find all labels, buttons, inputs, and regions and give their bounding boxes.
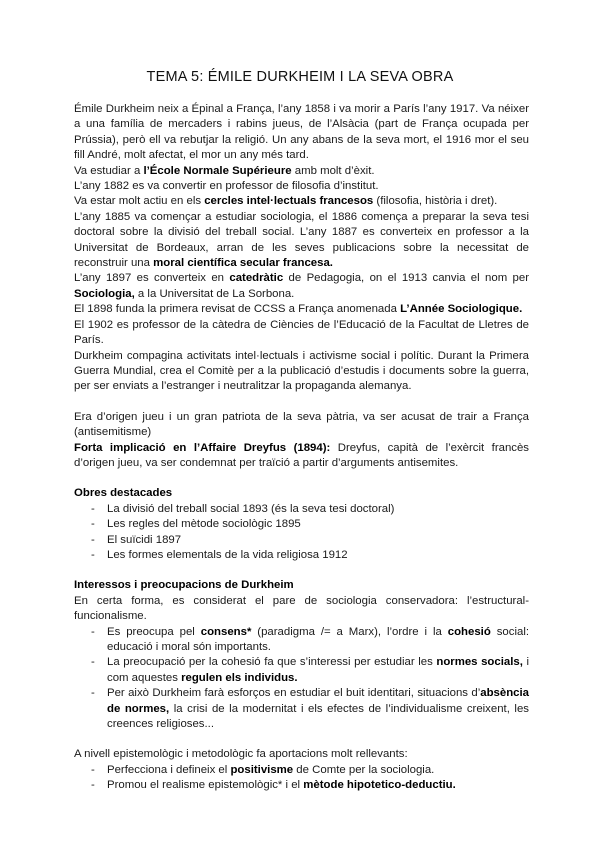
bio-paragraph-birth: Émile Durkheim neix a Épinal a França, l’any 1858 i va morir a París l’any 1917. Va néixer a una família de mercaders i rabins jueus, de l’Alsàcia (part de França ocupada per Prússia), però ell va rebutjar la religió. Un any abans de la seva mort, el 1916 mor el seu fill André, molt afectat, el mor un any més tard. <box>74 103 529 162</box>
page-title: TEMA 5: ÉMILE DURKHEIM I LA SEVA OBRA <box>146 69 454 85</box>
list-item: - Es preocupa pel consens* (paradigma /= a Marx), l’ordre i la cohesió social: educació i moral són importants. <box>74 625 529 656</box>
bio-paragraph-education: Va estudiar a l’École Normale Supérieure amb molt d’èxit. <box>74 164 375 177</box>
dreyfus-paragraph: Forta implicació en l’Affaire Dreyfus (1894): Dreyfus, capità de l’exèrcit francès d’origen jueu, va ser condemnat per traïció a partir d’arguments antisemites. <box>74 441 530 469</box>
episteme-intro: A nivell epistemològic i metodològic fa aportacions molt rellevants: <box>74 748 408 761</box>
list-item: - Per això Durkheim farà esforços en estudiar el buit identitari, situacions d’absència de normes, la crisi de la modernitat i els efectes de l’individualisme creixent, les creences religioses... <box>74 686 529 732</box>
works-list <box>74 502 529 564</box>
bio-paragraph-1902: El 1902 es professor de la càtedra de Ciències de l’Educació de la Facultat de Lletres de París. <box>74 318 529 347</box>
bio-paragraph-1885: L’any 1885 va començar a estudiar sociologia, el 1886 comença a preparar la seva tesi doctoral sobre la divisió del treball social. L’any 1887 es converteix en professor a la Universitat de Bordeaux, arran de les seves publicacions sobre la necessitat de reconstruir una moral científica secular francesa. <box>74 210 529 270</box>
list-item: - Les regles del mètode sociològic 1895 <box>74 517 529 532</box>
bio-paragraph-1882: L’any 1882 es va convertir en professor de filosofia d’institut. <box>74 180 379 193</box>
bio-paragraph-1897: L’any 1897 es converteix en catedràtic de Pedagogia, on el 1913 canvia el nom per Sociologia, a la Universitat de La Sorbona. <box>74 272 530 300</box>
episteme-list <box>74 763 529 794</box>
list-item: - Perfecciona i defineix el positivisme de Comte per la sociologia. <box>74 763 529 778</box>
bio-paragraph-circles: Va estar molt actiu en els cercles intel·lectuals francesos (filosofia, història i dret). <box>74 195 498 208</box>
interests-heading: Interessos i preocupacions de Durkheim <box>74 579 294 592</box>
list-item: - El suïcidi 1897 <box>74 533 529 548</box>
bio-paragraph-activism: Durkheim compagina activitats intel·lectuals i activisme social i polític. Durant la Primera Guerra Mundial, crea el Comitè per a la publicació d’estudis i documents sobre la guerra, per ser enviats a l’estranger i neutralitzar la propaganda alemanya. <box>74 349 529 393</box>
ens-name: l’École Normale Supérieure <box>143 164 292 177</box>
bio-paragraph-1898: El 1898 funda la primera revisat de CCSS a França anomenada L’Année Sociologique. <box>74 303 523 316</box>
interests-list <box>74 625 529 733</box>
interests-intro: En certa forma, es considerat el pare de sociologia conservadora: l’estructural-funcionalisme. <box>74 594 529 623</box>
patriot-paragraph: Era d’origen jueu i un gran patriota de la seva pàtria, va ser acusat de trair a França (antisemitisme) <box>74 410 529 439</box>
list-item: - La preocupació per la cohesió fa que s’interessi per estudiar les normes socials, i com aquestes regulen els individus. <box>74 655 529 686</box>
list-item: - Promou el realisme epistemològic* i el mètode hipotetico-deductiu. <box>74 778 529 793</box>
list-item: - Les formes elementals de la vida religiosa 1912 <box>74 548 529 563</box>
list-item: - La divisió del treball social 1893 (és la seva tesi doctoral) <box>74 502 529 517</box>
works-heading: Obres destacades <box>74 487 173 500</box>
document-body <box>74 102 529 794</box>
